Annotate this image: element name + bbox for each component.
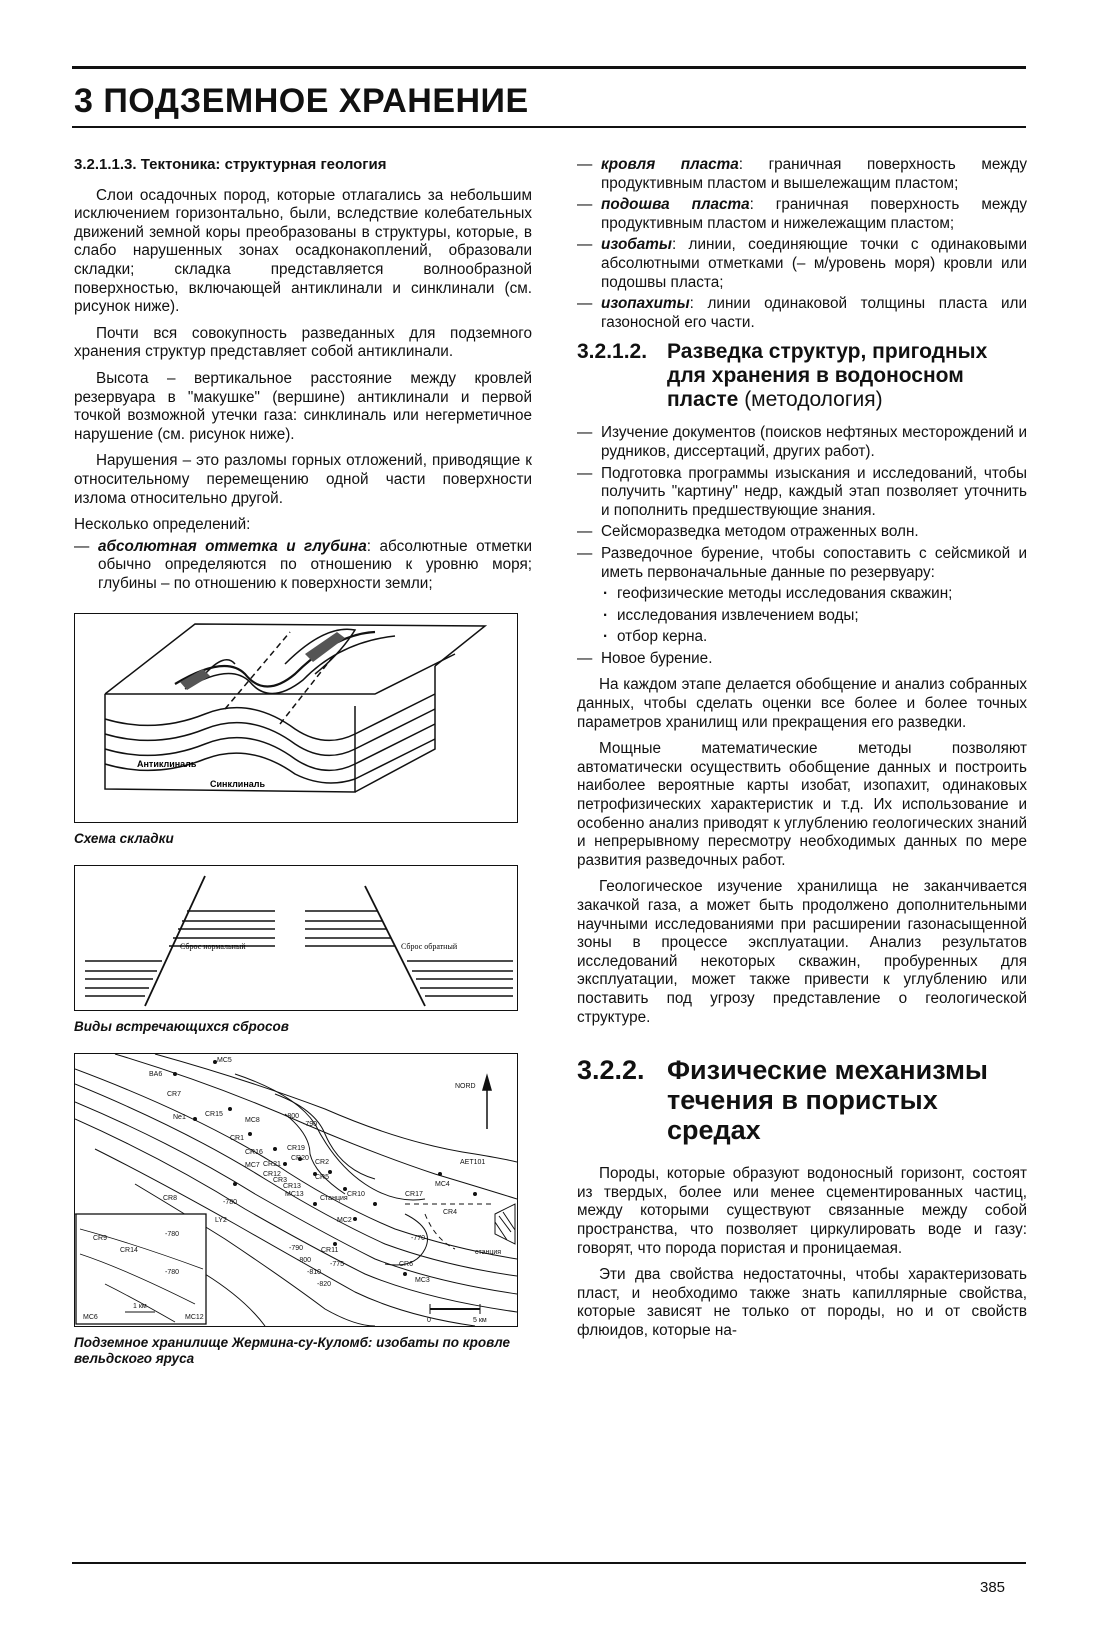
scale-left-label: 0: [427, 1317, 431, 1325]
well-label: CR3: [273, 1177, 288, 1185]
well-label: CR5: [315, 1174, 330, 1182]
scale-right-label: 5 км: [473, 1317, 487, 1325]
definition-list: [577, 156, 1027, 332]
contour-label: -780: [165, 1231, 180, 1239]
well-label: CR20: [291, 1155, 309, 1163]
contour-label: -780: [165, 1269, 180, 1277]
step-item: — Подготовка программы изыскания и исследований, чтобы получить "картину" недр, каждый этап позволяет уточнить и пополнить предшествующие знания.: [577, 465, 1027, 521]
paragraph: Почти вся совокупность разведанных для подземного хранения структур представляет собой антиклинали.: [74, 324, 532, 361]
well-label: MC7: [245, 1162, 260, 1170]
isobath-map-caption: Подземное хранилище Жермина-су-Куломб: изобаты по кровле вельдского яруса: [74, 1335, 510, 1367]
definition-term: изобаты: [601, 236, 672, 254]
well-label: CR6: [399, 1261, 414, 1269]
definition-item: [577, 196, 1027, 233]
paragraph: Нарушения – это разломы горных отложений, приводящие к относительному перемещению одной части поверхности излома относительно другой.: [74, 452, 532, 507]
well-label: CR9: [93, 1235, 108, 1243]
bottom-rule: [72, 1562, 1026, 1564]
syncline-label: Синклиналь: [210, 779, 266, 790]
contour-label: -800: [285, 1113, 300, 1121]
well-label: MC12: [185, 1314, 204, 1322]
well-label: MC4: [435, 1181, 450, 1189]
section-number: 3.2.2.: [577, 1055, 645, 1086]
paragraph: На каждом этапе делается обобщение и анализ собранных данных, чтобы сделать оценки все более и более точных параметров хранилищ или прекращения его разведки.: [577, 676, 1027, 731]
definition-text: : граничная поверхность между продуктивным пластом и нижележащим пластом;: [601, 196, 1027, 232]
definition-item: [577, 156, 1027, 193]
fault-types-caption: Виды встречающихся сбросов: [74, 1019, 289, 1035]
paragraph: Несколько определений:: [74, 516, 251, 534]
contour-label: -790: [303, 1121, 318, 1129]
well-label: CR21: [263, 1161, 281, 1169]
definition-list: [74, 538, 532, 594]
section-heading-tectonics: 3.2.1.1.3. Тектоника: структурная геология: [74, 156, 387, 173]
isobath-map: [75, 1054, 517, 1326]
top-rule: [72, 66, 1026, 69]
well-label: CR15: [205, 1111, 223, 1119]
well-label: CR8: [163, 1195, 178, 1203]
step-item: [577, 545, 1027, 647]
sub-step-item: · геофизические методы исследования скважин;: [577, 585, 1027, 604]
paragraph: Высота – вертикальное расстояние между кровлей резервуара в "макушке" (вершине) антиклинали и первой точкой возможной утечки газа: синклиналь или негерметичное нарушение (см. рисунок ниже).: [74, 369, 532, 443]
isobath-map-figure: [74, 1053, 518, 1327]
left-column: [74, 156, 532, 1385]
well-label: MC3: [415, 1277, 430, 1285]
contour-label: -780: [223, 1199, 238, 1207]
well-label: CR10: [347, 1191, 365, 1199]
definition-term: изопахиты: [601, 295, 690, 313]
contour-label: -820: [317, 1281, 332, 1289]
section-number: 3.2.1.2.: [577, 340, 648, 364]
well-label: MC13: [285, 1191, 304, 1199]
well-label: LY2: [215, 1217, 227, 1225]
contour-label: -810: [307, 1269, 322, 1277]
section-heading-exploration: [577, 340, 1027, 412]
step-item: — Новое бурение.: [577, 650, 1027, 669]
definition-text: : абсолютные отметки обычно определяются по отношению к уровню моря; глубины – по отношению к поверхности земли;: [98, 537, 533, 592]
contour-label: -775: [330, 1261, 345, 1269]
well-label: AET101: [460, 1159, 486, 1167]
definition-item: [577, 236, 1027, 292]
page-number: 385: [980, 1579, 1006, 1596]
well-label: MC8: [245, 1117, 260, 1125]
definition-text: : линии, соединяющие точки с одинаковыми абсолютными отметками (– м/уровень моря) кровли или подошвы пласта;: [601, 236, 1027, 291]
well-label: CR14: [120, 1247, 138, 1255]
well-label: CR12: [263, 1171, 281, 1179]
section-title-suffix: (методология): [738, 388, 883, 412]
well-label: CR2: [315, 1159, 330, 1167]
well-label: CR13: [283, 1183, 301, 1191]
definition-text: : граничная поверхность между продуктивным пластом и вышележащим пластом;: [601, 156, 1027, 192]
well-label: Ne1: [173, 1114, 186, 1122]
contour-label: -770: [411, 1235, 426, 1243]
paragraph: Породы, которые образуют водоносный горизонт, состоят из твердых, более или менее сцементированных частиц, между которыми существуют связанные между собой пространства, что позволяет циркулировать воде и газу: говорят, что порода пористая и проницаемая.: [577, 1165, 1027, 1257]
definition-text: : линии одинаковой толщины пласта или газоносной его части.: [601, 295, 1027, 331]
title-rule: [72, 126, 1026, 128]
paragraph: Слои осадочных пород, которые отлагались за небольшим исключением горизонтально, были, вследствие колебательных движений земной коры преобразованы в структуры, которые, в слабо нарушенных зонах осадконакоплений, образовали складки; складка представляется волнообразной поверхностью, включающей антиклинали и синклинали (см. рисунок ниже).: [74, 186, 532, 316]
sub-step-item: · исследования извлечением воды;: [577, 607, 1027, 626]
fold-diagram-caption: Схема складки: [74, 831, 174, 847]
sub-steps: [577, 585, 1027, 647]
paragraph: Мощные математические методы позволяют автоматически осуществить обобщение данных и построить наиболее вероятные карты изобат, изопахит, одинаковых петрофизических характеристик и т.д. Их использование и особенно анализ приводят к углублению геологических знаний и непрерывному пересмотру необходимых данных по мере развития разведочных работ.: [577, 740, 1027, 869]
right-column: [577, 156, 1027, 1349]
contour-label: -800: [297, 1257, 312, 1265]
paragraph: Эти два свойства недостаточны, чтобы характеризовать пласт, и необходимо также знать капиллярные свойства, которые зависят не только от породы, но и от свойств флюидов, которые на-: [577, 1266, 1027, 1339]
fold-diagram-figure: [74, 613, 518, 823]
definition-item: [577, 295, 1027, 332]
well-label: MC2: [337, 1217, 352, 1225]
section-heading-physics: [577, 1055, 1027, 1145]
well-label: CR7: [167, 1091, 182, 1099]
step-text: Разведочное бурение, чтобы сопоставить с сейсмикой и иметь первоначальные данные по резервуару:: [601, 544, 1027, 581]
reverse-fault-label: Сброс обратный: [401, 942, 458, 952]
definition-item: [74, 538, 532, 594]
section-title: Физические механизмы течения в пористых средах: [667, 1055, 988, 1146]
paragraph: Геологическое изучение хранилища не заканчивается закачкой газа, а может быть продолжено дополнительными научными исследованиями при расширении газонасыщенной зоны в процессе эксплуатации. Анализ результатов исследований некоторых скважин, пробуренных для эксплуатации, может также привести к углублению или поставить под угрозу представление о геологической структуре.: [577, 878, 1027, 1026]
anticline-label: Антиклиналь: [137, 759, 197, 770]
normal-fault-label: Сброс нормальный: [180, 942, 246, 952]
methodology-steps: [577, 424, 1027, 668]
well-label: CR19: [287, 1145, 305, 1153]
definition-term: подошва пласта: [601, 196, 750, 214]
fault-types-diagram: [75, 866, 517, 1010]
section-title: Разведка структур, пригодных для хранения в водоносном пласте: [667, 340, 988, 412]
inset-scale-label: 1 км: [133, 1303, 147, 1311]
step-item: — Сейсморазведка методом отраженных волн.: [577, 523, 1027, 542]
definition-term: абсолютная отметка и глубина: [98, 537, 367, 555]
sub-step-item: · отбор керна.: [577, 628, 1027, 647]
fold-block-diagram: [75, 614, 517, 822]
well-label: CR16: [245, 1149, 263, 1157]
station-label: станция: [475, 1249, 502, 1257]
well-label: CR11: [321, 1247, 339, 1255]
contour-label: -790: [289, 1245, 304, 1253]
definition-term: кровля пласта: [601, 156, 739, 173]
step-item: — Изучение документов (поисков нефтяных месторождений и рудников, диссертаций, других работ).: [577, 424, 1027, 461]
well-label: MC6: [83, 1314, 98, 1322]
chapter-title: 3 ПОДЗЕМНОЕ ХРАНЕНИЕ: [74, 82, 529, 120]
well-label: BA6: [149, 1071, 163, 1079]
well-label: CR17: [405, 1191, 423, 1199]
station-label: Станция: [320, 1195, 348, 1203]
well-label: MC5: [217, 1057, 232, 1065]
north-label: NORD: [455, 1083, 476, 1091]
well-label: CR4: [443, 1209, 458, 1217]
well-markers: [173, 1060, 477, 1276]
well-label: CR1: [230, 1135, 245, 1143]
fault-types-figure: [74, 865, 518, 1011]
